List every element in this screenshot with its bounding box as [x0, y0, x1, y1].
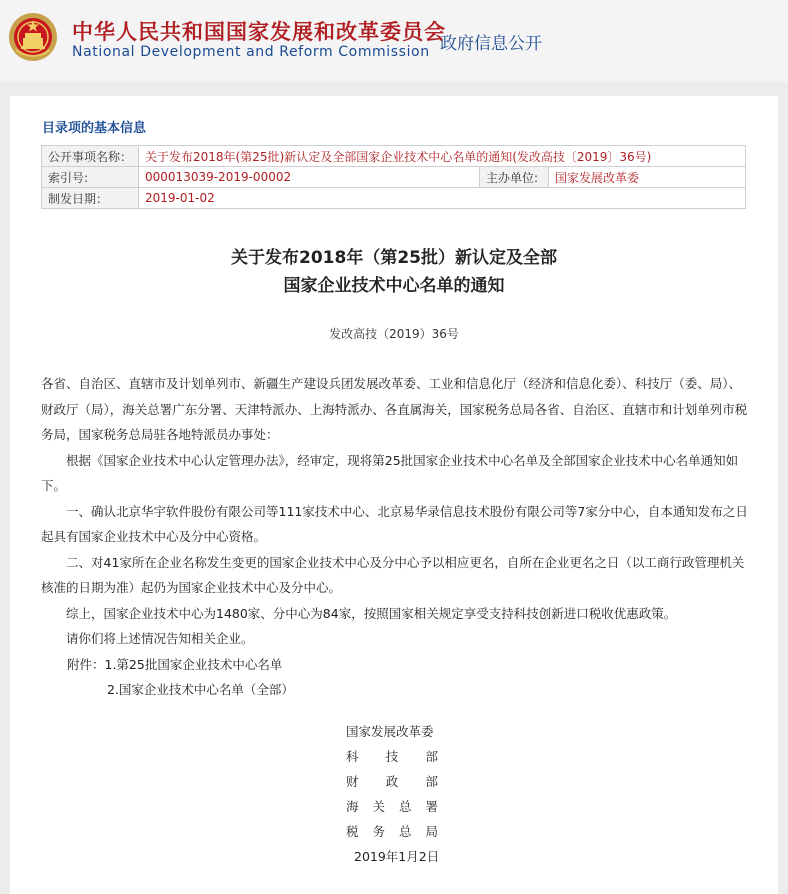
site-header: [0, 0, 788, 82]
org-name-english[interactable]: National Development and Reform Commission: [72, 44, 430, 60]
item-name-value: 关于发布2018年(第25批)新认定及全部国家企业技术中心名单的通知(发改高技〔2019〕36号): [139, 146, 746, 167]
document-body: [41, 371, 753, 703]
metadata-table: [41, 145, 746, 209]
document-page: [10, 96, 778, 894]
signature-date: 2019年1月2日: [354, 849, 440, 864]
attachment-2: 2.国家企业技术中心名单（全部）: [107, 682, 294, 697]
body-paragraph: 综上，国家企业技术中心为1480家、分中心为84家，按照国家相关规定享受支持科技创新进口税收优惠政策。: [66, 605, 677, 621]
table-row: [42, 146, 746, 167]
issue-date-value: 2019-01-02: [139, 188, 746, 209]
org-name-chinese[interactable]: 中华人民共和国国家发展和改革委员会: [72, 20, 446, 44]
department-label: 主办单位:: [480, 167, 549, 188]
section-title[interactable]: 政府信息公开: [440, 34, 542, 54]
addressee-paragraph: 各省、自治区、直辖市及计划单列市、新疆生产建设兵团发展改革委、工业和信息化厅（经济和信息化委）、科技厅（委、局）、财政厅（局），海关总署广东分署、天津特派办、上海特派办、各直属海关，国家税务总局各省、自治区、直辖市和计划单列市税务局，国家税务总局驻各地特派员办事处：: [41, 376, 748, 442]
issue-date-label: 制发日期：: [42, 188, 139, 209]
table-row: [42, 188, 746, 209]
attachment-1: 附件：1.第25批国家企业技术中心名单: [67, 656, 283, 672]
signatory-tax: 税 务 总 局: [346, 824, 438, 839]
body-paragraph: 请你们将上述情况告知相关企业。: [66, 631, 254, 646]
national-emblem-icon[interactable]: [8, 10, 58, 64]
document-title-line1: 关于发布2018年（第25批）新认定及全部: [231, 248, 557, 268]
body-paragraph: 一、确认北京华宇软件股份有限公司等111家技术中心、北京易华录信息技术股份有限公司等7家分中心，自本通知发布之日起具有国家企业技术中心及分中心资格。: [41, 503, 748, 544]
index-label: 索引号:: [42, 167, 139, 188]
document-number: 发改高技（2019）36号: [329, 327, 459, 341]
index-value: 000013039-2019-00002: [139, 167, 480, 188]
document-title-line2: 国家企业技术中心名单的通知: [283, 276, 505, 296]
table-row: [42, 167, 746, 188]
signatory-customs: 海 关 总 署: [346, 799, 438, 814]
signatory-ndrc: 国家发展改革委: [346, 724, 434, 739]
signature-block: [310, 719, 470, 869]
body-paragraph: 二、对41家所在企业名称发生变更的国家企业技术中心及分中心予以相应更名，自所在企业更名之日（以工商行政管理机关核准的日期为准）起仍为国家企业技术中心及分中心。: [41, 554, 745, 595]
metadata-heading: 目录项的基本信息: [42, 121, 147, 136]
item-name-label: 公开事项名称：: [42, 146, 139, 167]
body-paragraph: 根据《国家企业技术中心认定管理办法》，经审定，现将第25批国家企业技术中心名单及全部国家企业技术中心名单通知如下。: [41, 452, 739, 493]
department-value: 国家发展改革委: [549, 167, 746, 188]
signatory-most: 科 技 部: [346, 749, 438, 764]
signatory-mof: 财 政 部: [346, 774, 438, 789]
